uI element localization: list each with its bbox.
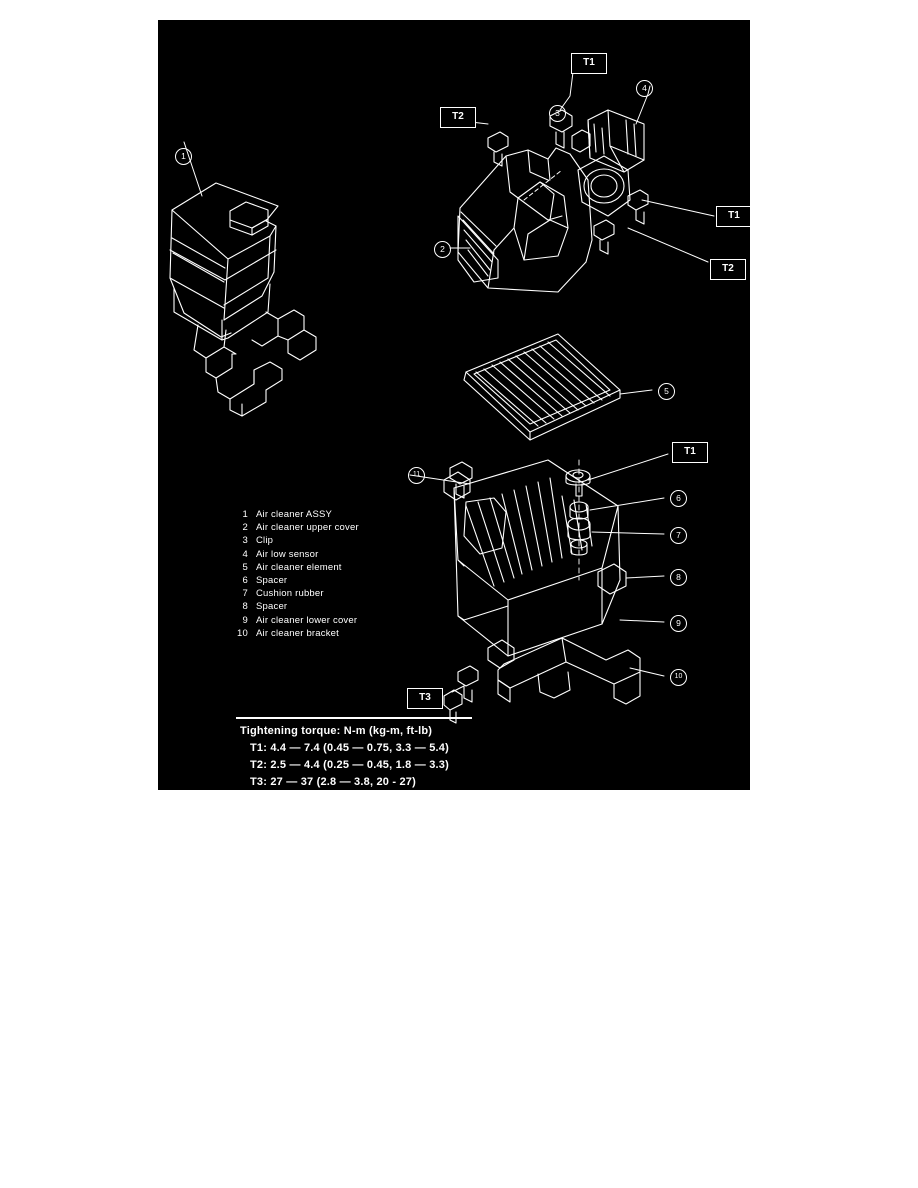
- part-number: 8: [242, 601, 248, 613]
- callout-2: 2: [434, 241, 451, 258]
- part-air-cleaner-assy: [170, 142, 316, 416]
- callout-3: 3: [549, 105, 566, 122]
- part-label: Air cleaner ASSY: [256, 509, 333, 520]
- callout-11: 11: [408, 467, 425, 484]
- part-number: 2: [242, 522, 248, 534]
- torque-line-t2: T2: 2.5 — 4.4 (0.25 — 0.45, 1.8 — 3.3): [250, 759, 449, 771]
- part-number: 1: [242, 509, 248, 520]
- parts-list-item: [230, 534, 359, 547]
- callout-10: 10: [670, 669, 687, 686]
- part-number: 6: [242, 574, 248, 586]
- callout-1: 1: [175, 148, 192, 165]
- parts-list-item: [230, 521, 359, 534]
- callout-4: 4: [636, 80, 653, 97]
- part-label: Air cleaner upper cover: [256, 522, 359, 534]
- part-label: Air low sensor: [256, 548, 319, 560]
- torque-rule-top: [236, 717, 472, 719]
- torque-tag-t1-mid: T1: [672, 442, 708, 463]
- parts-list-item: [230, 600, 359, 613]
- part-number: 5: [242, 561, 248, 573]
- torque-line-t3: T3: 27 — 37 (2.8 — 3.8, 20 - 27): [250, 776, 416, 788]
- torque-tag-t2-left: T2: [440, 107, 476, 128]
- diagram-linework: [158, 20, 750, 790]
- air-cleaner-exploded-figure: [158, 20, 750, 790]
- parts-list-item: [230, 614, 359, 627]
- parts-list-item: [230, 508, 359, 521]
- parts-list-item: [230, 574, 359, 587]
- torque-tag-t1-top: T1: [571, 53, 607, 74]
- part-label: Clip: [256, 535, 274, 547]
- part-number: 4: [242, 548, 248, 560]
- parts-list: [230, 508, 359, 640]
- part-number: 3: [242, 535, 248, 547]
- part-label: Air cleaner lower cover: [256, 614, 358, 626]
- callout-9: 9: [670, 615, 687, 632]
- parts-list-item: [230, 548, 359, 561]
- part-upper-cover: [450, 64, 714, 292]
- part-lower-cover: [410, 460, 664, 704]
- part-label: Cushion rubber: [256, 588, 324, 600]
- torque-tag-t3-bottom: T3: [407, 688, 443, 709]
- parts-list-item: [230, 587, 359, 600]
- part-label: Air cleaner element: [256, 561, 342, 573]
- torque-tag-t1-right: T1: [716, 206, 750, 227]
- part-label: Spacer: [256, 574, 288, 586]
- torque-heading: Tightening torque: N-m (kg-m, ft-lb): [240, 725, 433, 737]
- part-label: Air cleaner bracket: [256, 627, 340, 639]
- part-label: Spacer: [256, 601, 288, 613]
- parts-list-item: [230, 627, 359, 640]
- part-number: 9: [242, 614, 248, 626]
- torque-line-t1: T1: 4.4 — 7.4 (0.45 — 0.75, 3.3 — 5.4): [250, 742, 449, 754]
- parts-list-item: [230, 561, 359, 574]
- callout-5: 5: [658, 383, 675, 400]
- callout-8: 8: [670, 569, 687, 586]
- part-number: 10: [237, 627, 248, 639]
- callout-7: 7: [670, 527, 687, 544]
- part-air-cleaner-element: [464, 334, 652, 440]
- part-number: 7: [242, 588, 248, 600]
- callout-6: 6: [670, 490, 687, 507]
- tightening-torque-block: [236, 717, 616, 790]
- torque-tag-t2-right: T2: [710, 259, 746, 280]
